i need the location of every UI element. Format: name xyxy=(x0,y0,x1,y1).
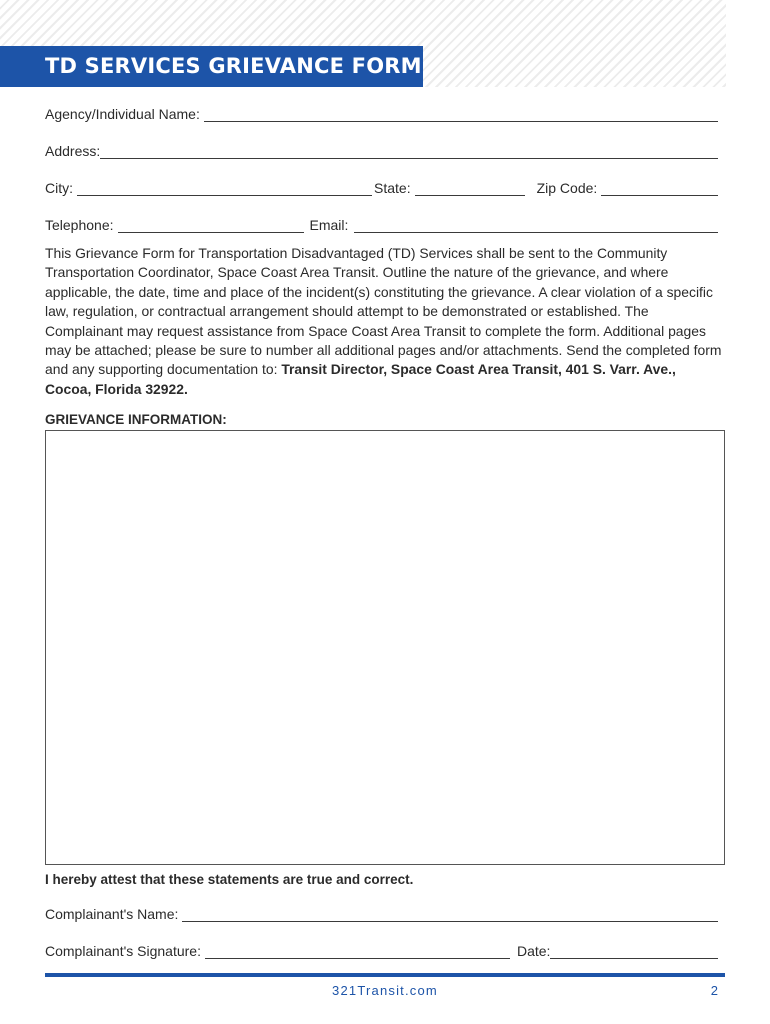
date-field[interactable] xyxy=(550,943,718,959)
signature-field[interactable] xyxy=(205,943,510,959)
address-field[interactable] xyxy=(100,143,718,159)
address-label: Address: xyxy=(45,143,101,159)
instructions-paragraph xyxy=(45,244,725,399)
agency-name-row xyxy=(45,102,718,122)
complainant-name-field[interactable] xyxy=(182,906,718,922)
state-label: State: xyxy=(374,180,411,196)
telephone-email-row xyxy=(45,213,718,233)
agency-name-label: Agency/Individual Name: xyxy=(45,106,200,122)
signature-date-row xyxy=(45,939,718,959)
email-label: Email: xyxy=(309,217,349,233)
address-row xyxy=(45,139,718,159)
grievance-heading: GRIEVANCE INFORMATION: xyxy=(45,412,227,427)
complainant-name-label: Complainant's Name: xyxy=(45,906,179,922)
mailing-address: Transit Director, Space Coast Area Transit, 401 S. Varr. Ave., Cocoa, Florida 32922. xyxy=(45,361,676,397)
form-title: TD SERVICES GRIEVANCE FORM xyxy=(0,46,423,87)
signature-label: Complainant's Signature: xyxy=(45,943,201,959)
grievance-text-area[interactable] xyxy=(45,430,725,865)
zip-label: Zip Code: xyxy=(536,180,598,196)
city-label: City: xyxy=(45,180,73,196)
telephone-field[interactable] xyxy=(118,217,304,233)
city-field[interactable] xyxy=(77,180,372,196)
complainant-name-row xyxy=(45,902,718,922)
zip-field[interactable] xyxy=(601,180,718,196)
telephone-label: Telephone: xyxy=(45,217,114,233)
state-field[interactable] xyxy=(415,180,525,196)
footer-website: 321Transit.com xyxy=(332,983,438,998)
page-number: 2 xyxy=(710,983,718,998)
instructions-text: This Grievance Form for Transportation Disadvantaged (TD) Services shall be sent to the Community Transportation Coordinator, Space Coast Area Transit. Outline the nature of the grievance, and where applicable, the date, time and place of the incident(s) constituting the grievance. A clear violation of a specific law, regulation, or contractual arrangement should attempt to be demonstrated or established. The Complainant may request assistance from Space Coast Area Transit to complete the form. Additional pages may be attached; please be sure to number all additional pages and/or attachments. Send the completed form and any supporting documentation to: xyxy=(45,245,722,378)
date-label: Date: xyxy=(516,943,551,959)
agency-name-field[interactable] xyxy=(204,106,718,122)
attestation-statement: I hereby attest that these statements are true and correct. xyxy=(45,872,414,887)
email-field[interactable] xyxy=(354,217,718,233)
footer-rule xyxy=(45,973,725,977)
city-state-zip-row xyxy=(45,176,718,196)
